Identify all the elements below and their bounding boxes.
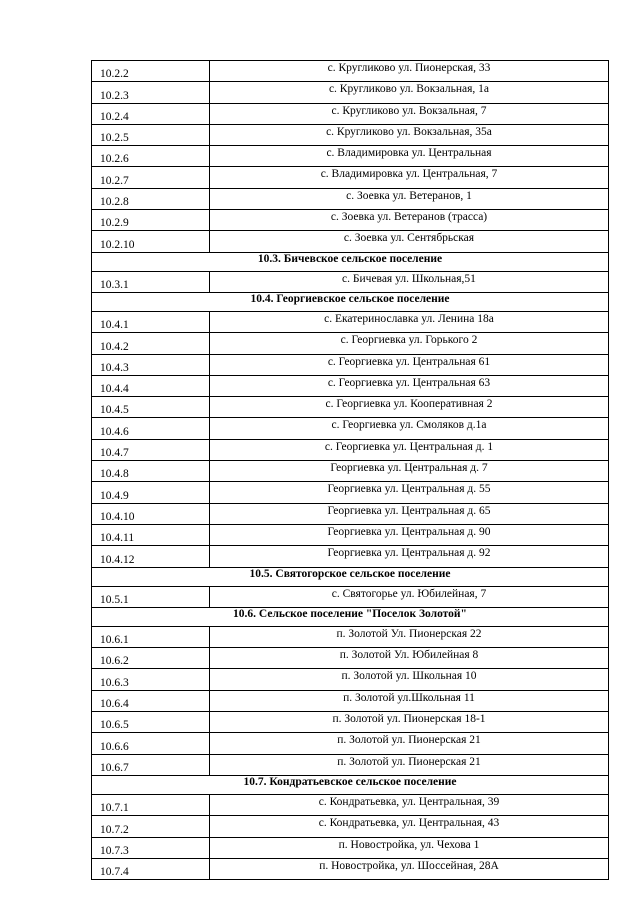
item-number-cell: 10.4.12 bbox=[92, 546, 210, 567]
table-row bbox=[92, 271, 609, 292]
address-cell: с. Георгиевка ул. Горького 2 bbox=[210, 333, 609, 354]
address-cell: с. Георгиевка ул. Смоляков д.1а bbox=[210, 418, 609, 439]
item-number-cell: 10.4.2 bbox=[92, 333, 210, 354]
item-number-cell: 10.6.2 bbox=[92, 648, 210, 669]
section-title: 10.4. Георгиевское сельское поселение bbox=[92, 292, 609, 311]
address-cell: Георгиевка ул. Центральная д. 90 bbox=[210, 524, 609, 545]
table-row bbox=[92, 146, 609, 167]
section-title: 10.6. Сельское поселение "Поселок Золотой" bbox=[92, 607, 609, 626]
table-row bbox=[92, 354, 609, 375]
section-header-row bbox=[92, 775, 609, 794]
table-row bbox=[92, 626, 609, 647]
item-number-cell: 10.7.2 bbox=[92, 816, 210, 837]
address-cell: п. Золотой Ул. Пионерская 22 bbox=[210, 626, 609, 647]
table-row bbox=[92, 61, 609, 82]
address-cell: с. Кругликово ул. Вокзальная, 1а bbox=[210, 82, 609, 103]
item-number-cell: 10.5.1 bbox=[92, 586, 210, 607]
item-number-cell: 10.2.8 bbox=[92, 188, 210, 209]
item-number-cell: 10.4.10 bbox=[92, 503, 210, 524]
item-number-cell: 10.6.3 bbox=[92, 669, 210, 690]
address-cell: с. Бичевая ул. Школьная,51 bbox=[210, 271, 609, 292]
address-cell: Георгиевка ул. Центральная д. 7 bbox=[210, 461, 609, 482]
item-number-cell: 10.4.1 bbox=[92, 311, 210, 332]
section-title: 10.3. Бичевское сельское поселение bbox=[92, 252, 609, 271]
address-cell: с. Владимировка ул. Центральная bbox=[210, 146, 609, 167]
item-number-cell: 10.6.4 bbox=[92, 690, 210, 711]
address-cell: с. Зоевка ул. Сентябрьская bbox=[210, 231, 609, 252]
address-cell: п. Золотой Ул. Юбилейная 8 bbox=[210, 648, 609, 669]
address-cell: с. Кондратьевка, ул. Центральная, 43 bbox=[210, 816, 609, 837]
address-cell: п. Золотой ул. Пионерская 21 bbox=[210, 754, 609, 775]
address-cell: с. Кругликово ул. Вокзальная, 7 bbox=[210, 103, 609, 124]
item-number-cell: 10.4.8 bbox=[92, 461, 210, 482]
section-title: 10.5. Святогорское сельское поселение bbox=[92, 567, 609, 586]
table-row bbox=[92, 733, 609, 754]
address-cell: с. Кругликово ул. Вокзальная, 35а bbox=[210, 124, 609, 145]
section-header-row bbox=[92, 292, 609, 311]
item-number-cell: 10.7.3 bbox=[92, 837, 210, 858]
item-number-cell: 10.2.3 bbox=[92, 82, 210, 103]
table-row bbox=[92, 816, 609, 837]
address-cell: п. Новостройка, ул. Чехова 1 bbox=[210, 837, 609, 858]
table-row bbox=[92, 333, 609, 354]
address-cell: с. Владимировка ул. Центральная, 7 bbox=[210, 167, 609, 188]
table-row bbox=[92, 586, 609, 607]
table-row bbox=[92, 231, 609, 252]
table-row bbox=[92, 311, 609, 332]
address-cell: Георгиевка ул. Центральная д. 92 bbox=[210, 546, 609, 567]
address-cell: п. Золотой ул. Пионерская 18-1 bbox=[210, 712, 609, 733]
address-cell: п. Золотой ул.Школьная 11 bbox=[210, 690, 609, 711]
address-cell: с. Георгиевка ул. Кооперативная 2 bbox=[210, 397, 609, 418]
item-number-cell: 10.6.5 bbox=[92, 712, 210, 733]
item-number-cell: 10.4.6 bbox=[92, 418, 210, 439]
table-row bbox=[92, 482, 609, 503]
table-row bbox=[92, 858, 609, 879]
item-number-cell: 10.2.10 bbox=[92, 231, 210, 252]
section-header-row bbox=[92, 252, 609, 271]
address-table-body bbox=[92, 61, 609, 880]
section-header-row bbox=[92, 607, 609, 626]
table-row bbox=[92, 82, 609, 103]
address-cell: с. Кондратьевка, ул. Центральная, 39 bbox=[210, 794, 609, 815]
item-number-cell: 10.6.7 bbox=[92, 754, 210, 775]
table-row bbox=[92, 461, 609, 482]
table-row bbox=[92, 669, 609, 690]
address-cell: с. Георгиевка ул. Центральная 63 bbox=[210, 375, 609, 396]
table-row bbox=[92, 690, 609, 711]
item-number-cell: 10.6.6 bbox=[92, 733, 210, 754]
table-row bbox=[92, 712, 609, 733]
address-cell: Георгиевка ул. Центральная д. 55 bbox=[210, 482, 609, 503]
table-row bbox=[92, 167, 609, 188]
item-number-cell: 10.2.5 bbox=[92, 124, 210, 145]
item-number-cell: 10.4.9 bbox=[92, 482, 210, 503]
table-row bbox=[92, 837, 609, 858]
item-number-cell: 10.4.5 bbox=[92, 397, 210, 418]
address-cell: с. Зоевка ул. Ветеранов (трасса) bbox=[210, 210, 609, 231]
address-cell: с. Георгиевка ул. Центральная 61 bbox=[210, 354, 609, 375]
table-row bbox=[92, 503, 609, 524]
item-number-cell: 10.7.1 bbox=[92, 794, 210, 815]
item-number-cell: 10.4.7 bbox=[92, 439, 210, 460]
table-row bbox=[92, 418, 609, 439]
table-row bbox=[92, 210, 609, 231]
table-row bbox=[92, 754, 609, 775]
table-row bbox=[92, 794, 609, 815]
address-cell: с. Кругликово ул. Пионерская, 33 bbox=[210, 61, 609, 82]
item-number-cell: 10.2.6 bbox=[92, 146, 210, 167]
table-row bbox=[92, 375, 609, 396]
address-cell: п. Новостройка, ул. Шоссейная, 28А bbox=[210, 858, 609, 879]
address-cell: Георгиевка ул. Центральная д. 65 bbox=[210, 503, 609, 524]
item-number-cell: 10.2.2 bbox=[92, 61, 210, 82]
address-cell: с. Екатеринославка ул. Ленина 18а bbox=[210, 311, 609, 332]
item-number-cell: 10.2.7 bbox=[92, 167, 210, 188]
table-row bbox=[92, 188, 609, 209]
address-table bbox=[91, 60, 609, 880]
address-cell: п. Золотой ул. Пионерская 21 bbox=[210, 733, 609, 754]
item-number-cell: 10.3.1 bbox=[92, 271, 210, 292]
table-row bbox=[92, 103, 609, 124]
table-row bbox=[92, 397, 609, 418]
item-number-cell: 10.4.4 bbox=[92, 375, 210, 396]
address-cell: п. Золотой ул. Школьная 10 bbox=[210, 669, 609, 690]
item-number-cell: 10.6.1 bbox=[92, 626, 210, 647]
address-cell: с. Зоевка ул. Ветеранов, 1 bbox=[210, 188, 609, 209]
item-number-cell: 10.4.3 bbox=[92, 354, 210, 375]
address-cell: с. Святогорье ул. Юбилейная, 7 bbox=[210, 586, 609, 607]
address-cell: с. Георгиевка ул. Центральная д. 1 bbox=[210, 439, 609, 460]
item-number-cell: 10.2.4 bbox=[92, 103, 210, 124]
table-row bbox=[92, 439, 609, 460]
table-row bbox=[92, 546, 609, 567]
table-row bbox=[92, 648, 609, 669]
item-number-cell: 10.4.11 bbox=[92, 524, 210, 545]
table-row bbox=[92, 524, 609, 545]
item-number-cell: 10.7.4 bbox=[92, 858, 210, 879]
item-number-cell: 10.2.9 bbox=[92, 210, 210, 231]
table-row bbox=[92, 124, 609, 145]
section-title: 10.7. Кондратьевское сельское поселение bbox=[92, 775, 609, 794]
section-header-row bbox=[92, 567, 609, 586]
